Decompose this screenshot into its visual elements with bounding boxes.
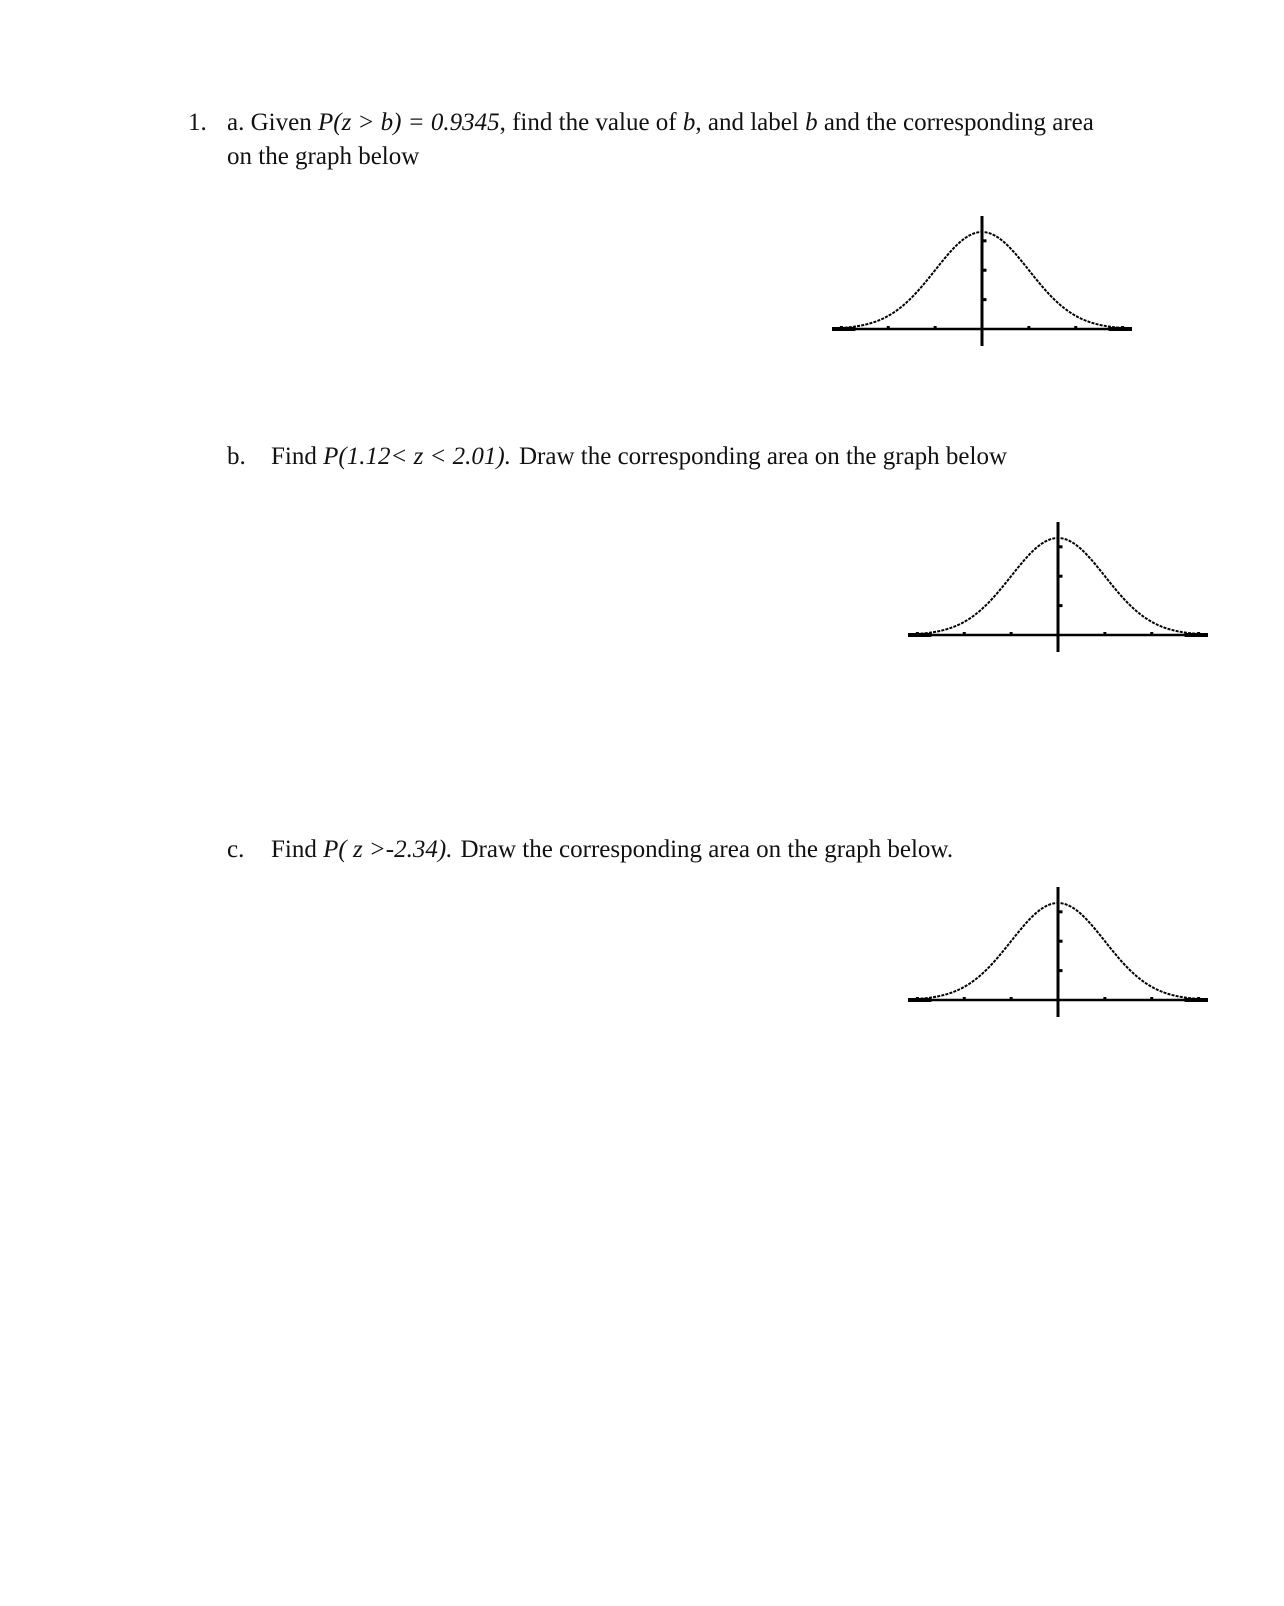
x-tick (887, 326, 890, 329)
part-a-var2: b (805, 109, 818, 136)
part-c-prefix: Find (271, 836, 324, 863)
normal-curve-graph-a (832, 214, 1132, 359)
y-tick (984, 298, 987, 301)
part-b-expression: P(1.12< z < 2.01). (323, 443, 511, 470)
x-tick (1197, 997, 1200, 1000)
x-tick (1010, 997, 1013, 1000)
part-a-end: and the corresponding area (817, 109, 1094, 136)
x-tick (963, 632, 966, 635)
part-b-letter: b. (227, 443, 246, 470)
y-tick (1060, 604, 1063, 607)
x-tick (1197, 632, 1200, 635)
part-a-middle1: , find the value of (499, 109, 683, 136)
part-c-expression: P( z >-2.34). (323, 836, 453, 863)
y-tick (1060, 575, 1063, 578)
x-tick (934, 326, 937, 329)
y-tick (1060, 545, 1063, 548)
question-number: 1. (188, 109, 207, 136)
part-c-letter: c. (227, 836, 245, 863)
y-tick (984, 269, 987, 272)
part-c-suffix: Draw the corresponding area on the graph below. (460, 836, 954, 863)
part-a-var1: b (682, 109, 696, 136)
x-tick (916, 632, 919, 635)
normal-curve-graph-b (908, 520, 1208, 665)
part-b-prefix: Find (271, 443, 324, 470)
question-c-text (271, 833, 953, 867)
part-a-letter: a. (227, 109, 245, 136)
x-tick (963, 997, 966, 1000)
x-tick (840, 326, 843, 329)
x-tick (1074, 326, 1077, 329)
question-b-text (271, 440, 1007, 474)
question-a-line1 (227, 106, 1094, 140)
x-tick (1150, 997, 1153, 1000)
y-tick (1060, 910, 1063, 913)
x-tick (916, 997, 919, 1000)
x-tick (1150, 632, 1153, 635)
x-tick (1010, 632, 1013, 635)
y-tick (1060, 940, 1063, 943)
part-a-middle2: , and label (695, 109, 806, 136)
part-b-suffix: Draw the corresponding area on the graph below (519, 443, 1008, 470)
part-a-intro: Given (250, 109, 318, 136)
x-tick (1103, 632, 1106, 635)
y-tick (984, 239, 987, 242)
part-a-expression: P(z > b) = 0.9345 (317, 109, 500, 136)
normal-curve-graph-c (908, 885, 1208, 1030)
question-a-line2: on the graph below (227, 143, 420, 170)
x-tick (1103, 997, 1106, 1000)
y-tick (1060, 969, 1063, 972)
x-tick (1121, 326, 1124, 329)
x-tick (1027, 326, 1030, 329)
